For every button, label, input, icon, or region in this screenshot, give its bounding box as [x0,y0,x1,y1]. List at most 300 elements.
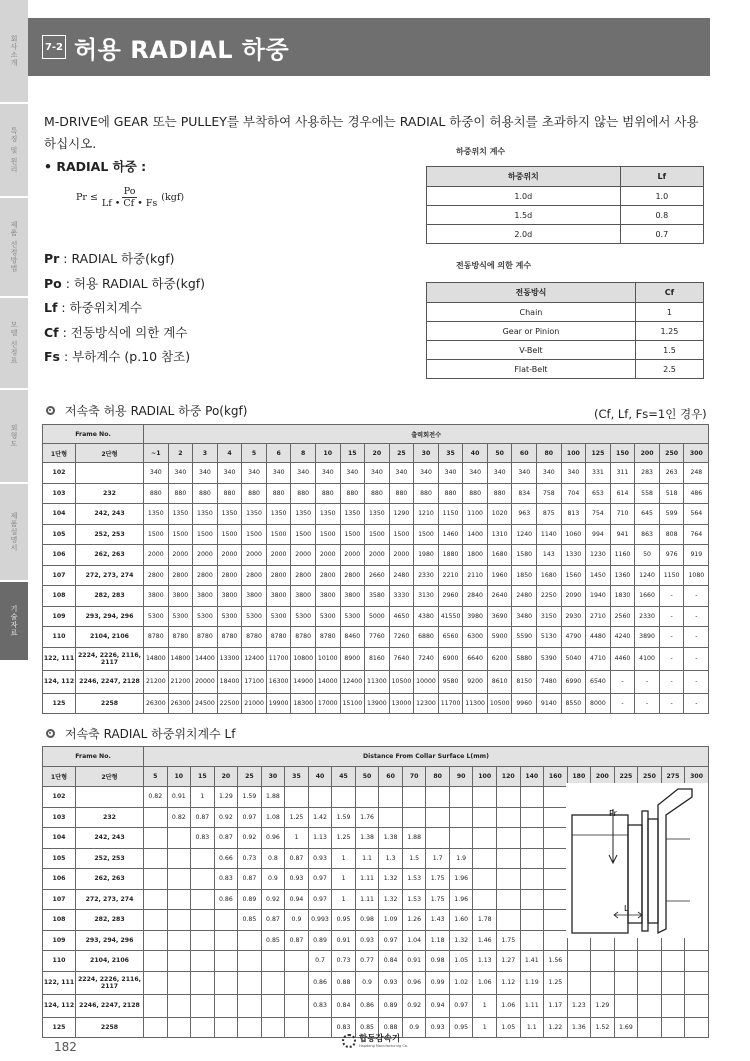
load-value: 11700 [266,647,291,670]
coefficient-value [191,910,215,931]
coefficient-value [614,971,638,994]
coefficient-value [167,971,191,994]
coefficient-value [661,951,685,972]
frame-2stage: 252, 253 [76,848,144,869]
coefficient-value [638,1017,662,1038]
load-value: 2960 [438,586,463,607]
distance-header: 20 [214,767,238,787]
coefficient-value: 1 [332,848,356,869]
load-value: 599 [659,504,684,525]
load-value: 1140 [537,524,562,545]
load-value: 7480 [537,670,562,693]
coefficient-value [520,787,544,808]
coefficient-value: 1.25 [332,828,356,849]
load-value: 50 [635,545,660,566]
frame-1stage: 108 [43,586,76,607]
coefficient-value [167,930,191,951]
frame-1stage: 107 [43,565,76,586]
coefficient-value: 0.84 [379,951,403,972]
frame-2stage: 262, 263 [76,545,144,566]
coefficient-value [496,807,520,828]
load-value: 8780 [193,627,218,648]
load-value: - [635,670,660,693]
coefficient-value: 0.9 [355,971,379,994]
load-value: 340 [365,463,390,484]
load-value: 6540 [586,670,611,693]
load-value: 2000 [315,545,340,566]
coefficient-value: 0.97 [308,869,332,890]
distance-header: 15 [191,767,215,787]
load-value: 919 [684,545,709,566]
coefficient-value [167,994,191,1017]
load-value: 6990 [561,670,586,693]
coefficient-value: 0.92 [238,828,262,849]
load-value: 1500 [340,524,365,545]
coefficient-value: 1.53 [402,889,426,910]
load-value: 758 [537,483,562,504]
coefficient-value [355,787,379,808]
load-value: 4240 [610,627,635,648]
definition-row [44,272,205,297]
table-header-cell: Cf [635,283,703,303]
load-value: 6900 [438,647,463,670]
coefficient-value [144,869,168,890]
frame-2stage: 242, 243 [76,828,144,849]
load-value: 1060 [561,524,586,545]
frame-2stage: 2224, 2226, 2116, 2117 [76,971,144,994]
load-value: 14800 [168,647,193,670]
coefficient-value [520,869,544,890]
load-value: 8900 [340,647,365,670]
load-value: 5880 [512,647,537,670]
distance-header: 300 [685,767,709,787]
coefficient-value [144,930,168,951]
coefficient-value [191,869,215,890]
load-value: - [684,606,709,627]
load-value: 2800 [144,565,169,586]
load-value: - [659,647,684,670]
speed-header: 150 [610,444,635,463]
coefficient-value: 0.9 [285,910,309,931]
load-value: 340 [242,463,267,484]
load-value: 880 [340,483,365,504]
load-value: 3800 [340,586,365,607]
table-header-row [427,283,704,303]
load-value: 3800 [266,586,291,607]
frame-1stage: 104 [43,504,76,525]
load-value: 1330 [561,545,586,566]
coefficient-value: 1.06 [473,971,497,994]
load-value: 880 [487,483,512,504]
coefficient-value [191,1017,215,1038]
sidebar-tab: 기술자료 [0,582,28,662]
distance-header: 100 [473,767,497,787]
load-value: 834 [512,483,537,504]
frame-2stage: 252, 253 [76,524,144,545]
load-value: 5300 [291,606,316,627]
coefficient-value [238,994,262,1017]
coefficient-value: 0.95 [449,1017,473,1038]
load-value: - [659,693,684,714]
load-value: - [684,693,709,714]
load-value: 5300 [144,606,169,627]
coefficient-value: 0.94 [285,889,309,910]
load-value: 2480 [512,586,537,607]
load-value: 19900 [266,693,291,714]
coefficient-value: 1.78 [473,910,497,931]
coefficient-value [567,951,591,972]
load-value: 8780 [168,627,193,648]
load-value: 8550 [561,693,586,714]
distance-group-header: Distance From Collar Surface L(mm) [144,747,709,767]
load-value: 1150 [659,565,684,586]
load-value: 2800 [193,565,218,586]
table-row [427,206,704,225]
coefficient-value [285,994,309,1017]
load-value: 1310 [487,524,512,545]
coefficient-value: 0.87 [238,869,262,890]
coefficient-value [661,971,685,994]
table-row [43,693,709,714]
definition-row [44,321,205,346]
speed-header: 25 [389,444,414,463]
load-value: 5300 [266,606,291,627]
coefficient-value [520,807,544,828]
load-value: - [684,627,709,648]
load-value: 340 [512,463,537,484]
load-value: 1160 [610,545,635,566]
coefficient-value [661,1017,685,1038]
load-value: 808 [659,524,684,545]
frame-1stage: 125 [43,1017,76,1038]
coefficient-value: 0.83 [214,869,238,890]
coefficient-value [544,889,568,910]
coefficient-value: 0.87 [191,807,215,828]
coefficient-value [308,1017,332,1038]
load-value: 8150 [512,670,537,693]
coefficient-value [261,1017,285,1038]
coefficient-value: 1.75 [496,930,520,951]
section-number-badge: 7-2 [42,35,66,59]
coefficient-value: 0.77 [355,951,379,972]
coefficient-value [144,951,168,972]
coefficient-value: 1.22 [544,1017,568,1038]
load-value: 764 [684,524,709,545]
load-value: - [635,693,660,714]
load-value: 340 [537,463,562,484]
frame-1stage: 110 [43,627,76,648]
load-value: 1500 [217,524,242,545]
frame-1stage: 102 [43,463,76,484]
coefficient-value: 0.97 [308,889,332,910]
coefficient-value: 1.36 [567,1017,591,1038]
table-cell: 2.5 [635,360,703,379]
transmission-factor-table [426,282,704,379]
distance-header: 250 [638,767,662,787]
coefficient-value: 0.96 [261,828,285,849]
load-value: 1500 [291,524,316,545]
sidebar-tab: 모델 선정표 [0,298,28,390]
coefficient-value: 1.1 [520,1017,544,1038]
load-value: 653 [586,483,611,504]
coefficient-value: 1.88 [402,828,426,849]
coefficient-value: 1.29 [591,994,615,1017]
load-value: 2000 [389,545,414,566]
distance-header: 160 [544,767,568,787]
coefficient-value [144,828,168,849]
coefficient-value [238,971,262,994]
coefficient-value: 1.42 [308,807,332,828]
distance-header: 25 [238,767,262,787]
load-value: 2640 [487,586,512,607]
load-value: 13300 [217,647,242,670]
load-value: 1500 [168,524,193,545]
frame-2stage: 2104, 2106 [76,627,144,648]
load-value: 340 [389,463,414,484]
load-value: 1350 [144,504,169,525]
load-value: 5040 [561,647,586,670]
coefficient-value: 1.56 [544,951,568,972]
load-value: 2800 [340,565,365,586]
load-value: 1350 [168,504,193,525]
load-value: 1830 [610,586,635,607]
lf-table-title: 하중위치 계수 [456,147,506,156]
frame-2stage: 232 [76,483,144,504]
table-cell: 2.0d [427,225,621,244]
coefficient-value: 0.96 [402,971,426,994]
load-value: 2840 [463,586,488,607]
load-value: 1940 [586,586,611,607]
load-value: 5900 [487,627,512,648]
load-value: 17100 [242,670,267,693]
coefficient-value [167,848,191,869]
coefficient-value [520,889,544,910]
load-value: 4790 [561,627,586,648]
coefficient-value [191,951,215,972]
coefficient-value [167,910,191,931]
load-value: 1350 [365,504,390,525]
coefficient-value: 0.73 [238,848,262,869]
load-value: 1350 [315,504,340,525]
load-value: 263 [659,463,684,484]
table-cell: Flat-Belt [427,360,636,379]
coefficient-value: 1.5 [402,848,426,869]
coefficient-value [473,807,497,828]
load-value: 1500 [242,524,267,545]
load-value: 3800 [315,586,340,607]
coefficient-value: 1.32 [379,889,403,910]
coefficient-value: 0.88 [379,1017,403,1038]
load-value: 1350 [291,504,316,525]
frame-1stage: 107 [43,889,76,910]
coefficient-value: 0.91 [167,787,191,808]
load-value: 880 [291,483,316,504]
coefficient-value: 1.69 [614,1017,638,1038]
coefficient-value: 1.88 [261,787,285,808]
load-value: 1240 [512,524,537,545]
coefficient-value: 1.25 [285,807,309,828]
po-section-note: (Cf, Lf, Fs=1인 경우) [594,407,707,421]
col-header-1stage: 1단형 [43,767,76,787]
load-value: 1290 [389,504,414,525]
load-value: 1360 [610,565,635,586]
coefficient-value: 1.18 [426,930,450,951]
frame-2stage: 272, 273, 274 [76,565,144,586]
load-value: 754 [586,504,611,525]
coefficient-value [591,951,615,972]
load-value: 6200 [487,647,512,670]
load-value: - [659,670,684,693]
coefficient-value: 1.96 [449,889,473,910]
load-value: 8780 [217,627,242,648]
load-value: 1350 [193,504,218,525]
coefficient-value [285,787,309,808]
page-title: 허용 RADIAL 하중 [74,35,290,64]
load-value: 5300 [168,606,193,627]
distance-header: 50 [355,767,379,787]
coefficient-value: 0.88 [332,971,356,994]
load-value: 21200 [168,670,193,693]
speed-header: 100 [561,444,586,463]
load-value: 2110 [463,565,488,586]
coefficient-value: 1.1 [355,848,379,869]
coefficient-value [191,848,215,869]
load-value: 14000 [315,670,340,693]
load-value: 1350 [217,504,242,525]
coefficient-value [191,971,215,994]
distance-header: 225 [614,767,638,787]
coefficient-value [167,869,191,890]
load-value: 2000 [365,545,390,566]
table-row [43,524,709,545]
speed-header: 6 [266,444,291,463]
load-value: 1100 [463,504,488,525]
frame-2stage: 2258 [76,693,144,714]
coefficient-value: 0.97 [379,930,403,951]
frame-2stage: 2246, 2247, 2128 [76,670,144,693]
speed-group-header: 출력회전수 [144,425,709,444]
distance-header: 120 [496,767,520,787]
speed-header: 8 [291,444,316,463]
load-value: 41550 [438,606,463,627]
coefficient-value: 0.66 [214,848,238,869]
coefficient-value [144,848,168,869]
load-value: 880 [242,483,267,504]
table-row [427,322,704,341]
coefficient-value [144,910,168,931]
load-value: - [610,693,635,714]
coefficient-value [167,889,191,910]
table-row [427,187,704,206]
coefficient-value [473,869,497,890]
load-value: 10800 [291,647,316,670]
coefficient-value [214,910,238,931]
coefficient-value: 1.38 [379,828,403,849]
load-value: 2090 [561,586,586,607]
load-value: 1500 [193,524,218,545]
load-value: 5300 [193,606,218,627]
load-value: 2800 [242,565,267,586]
speed-header: 200 [635,444,660,463]
coefficient-value: 1.59 [332,807,356,828]
load-value: 21000 [242,693,267,714]
frame-1stage: 125 [43,693,76,714]
load-value: 3580 [365,586,390,607]
load-value: 340 [266,463,291,484]
load-value: 5300 [242,606,267,627]
load-value: 645 [635,504,660,525]
load-value: 10100 [315,647,340,670]
load-value: 2800 [217,565,242,586]
coefficient-value: 0.82 [167,807,191,828]
load-value: 7640 [389,647,414,670]
frame-1stage: 124, 112 [43,994,76,1017]
load-value: 2000 [340,545,365,566]
coefficient-value: 0.93 [308,848,332,869]
coefficient-value [379,807,403,828]
load-value: 3800 [193,586,218,607]
coefficient-value: 0.7 [308,951,332,972]
col-header-2stage: 2단형 [76,444,144,463]
coefficient-value: 1.27 [496,951,520,972]
frame-1stage: 122, 111 [43,971,76,994]
load-value: 558 [635,483,660,504]
coefficient-value [214,951,238,972]
table-row [43,463,709,484]
load-value: 14800 [144,647,169,670]
load-value: 3800 [144,586,169,607]
load-value: 941 [610,524,635,545]
col-header-2stage: 2단형 [76,767,144,787]
distance-header: 140 [520,767,544,787]
distance-header: 10 [167,767,191,787]
logo-subtitle: Hapdong Manufacturing Co. [359,1043,409,1048]
load-value: 1500 [315,524,340,545]
speed-header: 60 [512,444,537,463]
frame-1stage: 105 [43,524,76,545]
distance-header: 80 [426,767,450,787]
load-value: 8780 [315,627,340,648]
formula-fraction [100,186,159,209]
load-value: 880 [365,483,390,504]
frame-2stage [76,787,144,808]
coefficient-value: 1.76 [355,807,379,828]
load-value: 2480 [389,565,414,586]
coefficient-value [520,930,544,951]
coefficient-value [167,828,191,849]
load-value: 5300 [217,606,242,627]
frame-1stage: 110 [43,951,76,972]
coefficient-value: 1.96 [449,869,473,890]
load-value: 13900 [365,693,390,714]
coefficient-value: 1.11 [355,889,379,910]
load-value: 614 [610,483,635,504]
table-row [43,545,709,566]
coefficient-value: 0.99 [426,971,450,994]
table-header-row [427,167,704,187]
load-value: - [659,586,684,607]
table-cell: 1.0d [427,187,621,206]
page-number: 182 [54,1040,77,1054]
frame-1stage: 105 [43,848,76,869]
coefficient-value: 0.97 [238,807,262,828]
table-cell: 1.25 [635,322,703,341]
coefficient-value: 0.86 [214,889,238,910]
load-value: 3980 [463,606,488,627]
coefficient-value [473,828,497,849]
cf-table-title: 전동방식에 의한 계수 [456,261,532,270]
coefficient-value: 1.46 [473,930,497,951]
